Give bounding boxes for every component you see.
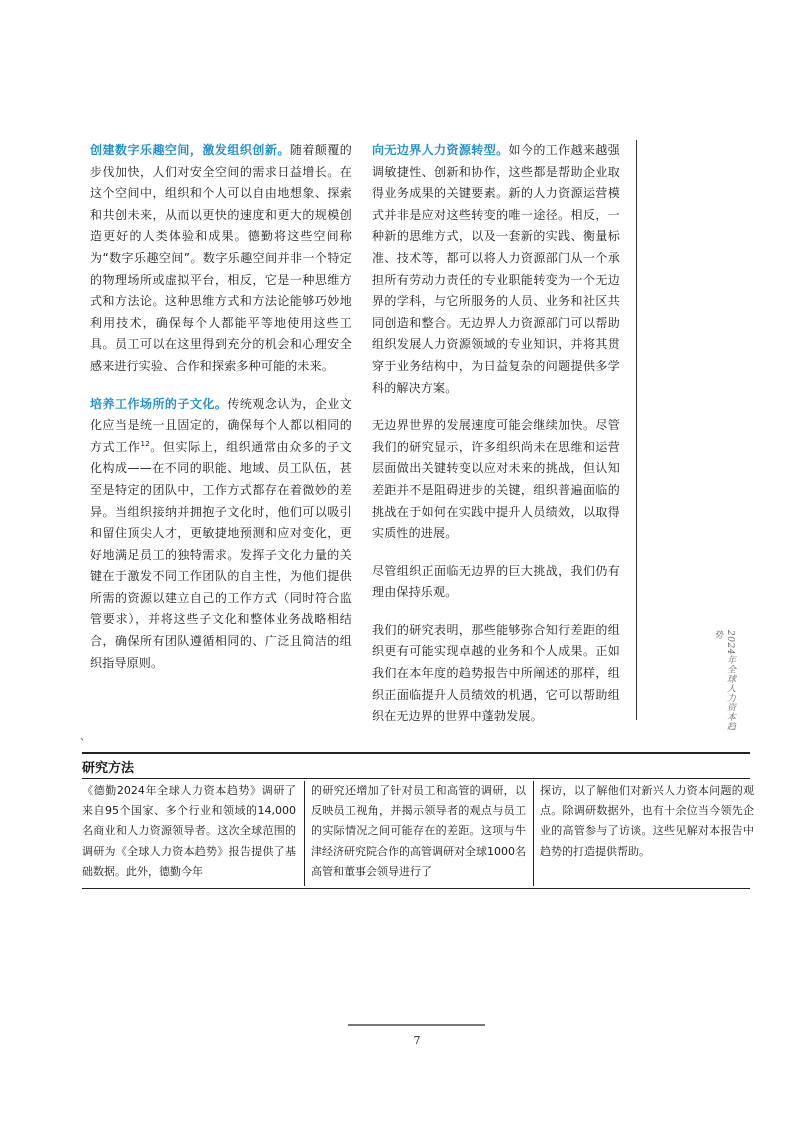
footer-rule [348,1024,485,1026]
methodology-column-1: 《德勤2024年全球人力资本趋势》调研了来自95个国家、多个行业和领域的14,000名商业和人力资源领导者。这次全球范围的调研为《全球人力资本趋势》报告提供了基础数据。此外，德勤今年 [82,784,296,878]
lead-heading: 向无边界人力资源转型。 [372,143,509,157]
paragraph-boundaryless-hr [372,140,620,399]
column-divider [636,140,637,720]
stray-mark: 、 [80,732,90,743]
paragraph-body: 尽管组织正面临无边界的巨大挑战，我们仍有理由保持乐观。 [372,563,620,600]
methodology-column-2: 的研究还增加了针对员工和高管的调研，以反映员工视角，并揭示领导者的观点与员工的实际情况之间可能存在的差距。这项与牛津经济研究院合作的高管调研对全球1000名高管和董事会领导进行了 [311,784,526,878]
paragraph-body: 。但实际上，组织通常由众多的子文化构成——在不同的职能、地域、员工队伍，甚至是特定的团队中，工作方式都存在着微妙的差异。当组织接纳并拥抱子文化时，他们可以吸引和留住顶尖人才，更敏捷地预测和应对变化，更好地满足员工的独特需求。发挥子文化力量的关键在于激发不同工作团队的自主性，为他们提供所需的资源以建立自己的工作方式（同时符合监管要求），并将这些子文化和整体业务战略相结合，确保所有团队遵循相同的、广泛且简洁的组织指导原则。 [90,439,352,670]
paragraph-body: 我们的研究表明，那些能够弥合知行差距的组织更有可能实现卓越的业务和个人成果。正如我们在本年度的趋势报告中所阐述的那样，组织正面临提升人员绩效的机遇，它可以帮助组织在无边界的世界中蓬勃发展。 [372,622,620,724]
methodology-title: 研究方法 [82,761,135,776]
methodology-divider [304,781,305,886]
methodology-bottom-rule [82,888,750,889]
lead-heading: 培养工作场所的子文化。 [90,396,228,411]
left-text-column [90,140,352,690]
methodology-divider [533,781,534,886]
right-text-column [372,140,620,744]
side-running-title: 2024年全球人力资本趋势 [712,630,735,731]
lead-heading: 创建数字乐趣空间，激发组织创新。 [90,143,290,157]
paragraph-body: 传统观念认为，企业文化应当是统一且固定的，确保每个人都以相同的方式工作 [90,396,352,454]
paragraph-body: 无边界世界的发展速度可能会继续加快。尽管我们的研究显示，许多组织尚未在思维和运营层面做出关键转变以应对未来的挑战，但认知差距并不是阻碍进步的关键，组织普遍面临的挑战在于如何在实践中提升人员绩效，以取得实质性的进展。 [372,418,620,541]
paragraph-body: 随着颠覆的步伐加快，人们对安全空间的需求日益增长。在这个空间中，组织和个人可以自由地想象、探索和共创未来，从而以更快的速度和更大的规模创造更好的人类体验和成果。德勤将这些空间称为“数字乐趣空间”。数字乐趣空间并非一个特定的物理场所或虚拟平台，相反，它是一种思维方式和方法论。这种思维方式和方法论能够巧妙地利用技术，确保每个人都能平等地使用这些工具。员工可以在这里得到充分的机会和心理安全感来进行实验、合作和探索多种可能的未来。 [90,143,352,373]
methodology-column-3: 探访，以了解他们对新兴人力资本问题的观点。除调研数据外，也有十余位当今领先企业的高管参与了访谈。这些见解对本报告中趋势的打造提供帮助。 [540,784,754,858]
paragraph-body: 如今的工作越来越强调敏捷性、创新和协作，这些都是帮助企业取得业务成果的关键要素。新的人力资源运营模式并非是应对这些转变的唯一途径。相反，一种新的思维方式，以及一套新的实践、衡量标准、技术等，都可以将人力资源部门从一个承担所有劳动力责任的专业职能转变为一个无边界的学科，与它所服务的人员、业务和社区共同创造和整合。无边界人力资源部门可以帮助组织发展人力资源领域的专业知识，并将其贯穿于业务结构中，为日益复杂的问题提供多学科的解决方案。 [372,143,620,395]
methodology-title-rule [82,778,750,779]
page-number: 7 [413,1034,421,1047]
footnote-ref: 12 [140,439,150,448]
paragraph-digital-play-space [90,140,352,378]
methodology-top-rule [82,752,750,754]
paragraph-subcultures [90,394,352,675]
